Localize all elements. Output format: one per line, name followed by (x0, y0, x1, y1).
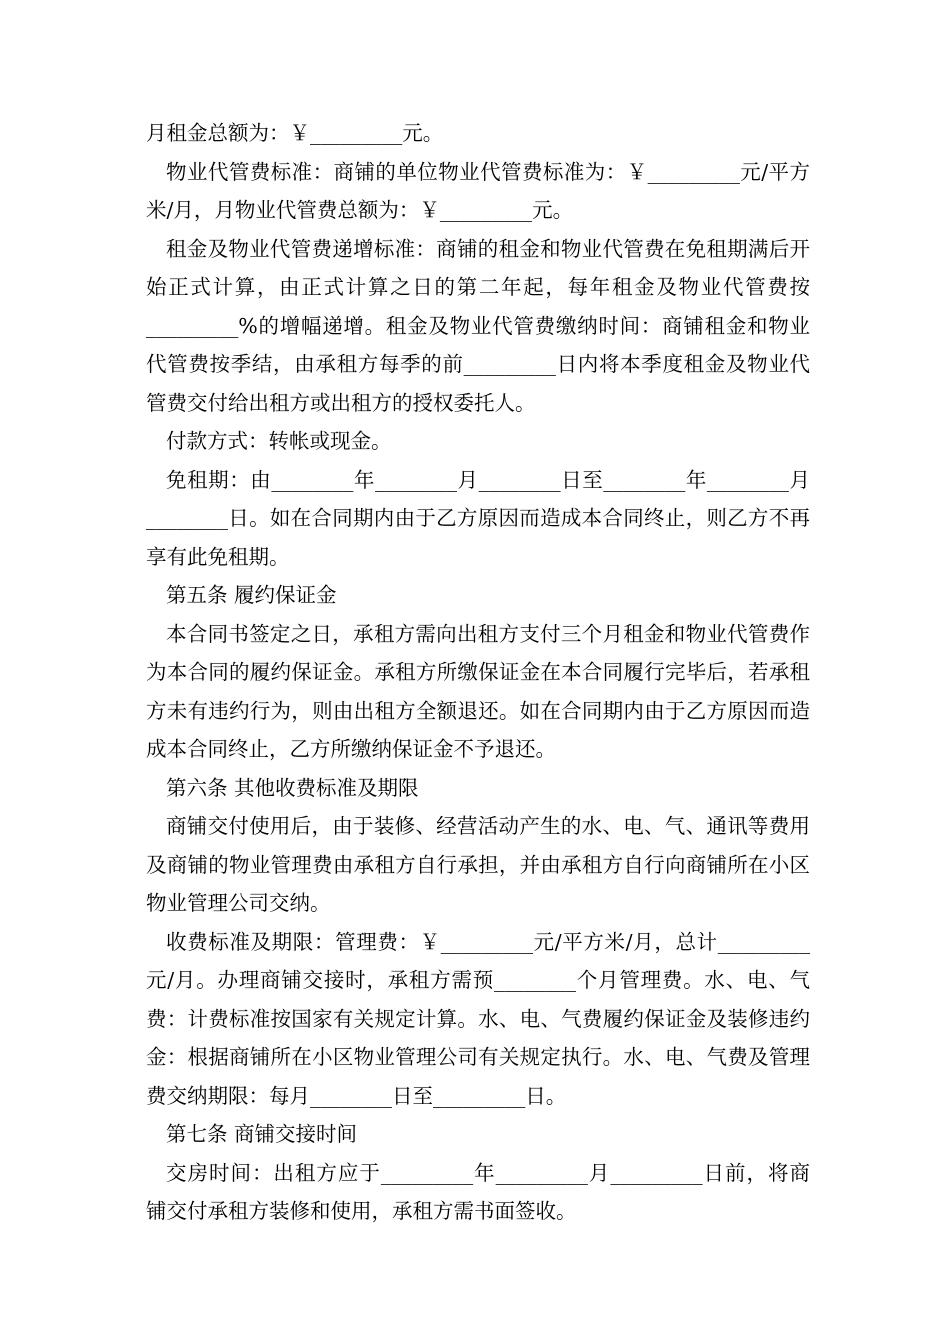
paragraph-property-fee-standard: 物业代管费标准：商铺的单位物业代管费标准为：￥_________元/平方米/月，月物业代管费总额为：￥_________元。 (146, 159, 810, 222)
heading-article-6: 第六条 其他收费标准及期限 (166, 775, 419, 800)
heading-article-5: 第五条 履约保证金 (166, 583, 337, 607)
paragraph-utility-costs: 商铺交付使用后，由于装修、经营活动产生的水、电、气、通讯等费用及商铺的物业管理费由承租方自行承担，并由承租方自行向商铺所在小区物业管理公司交纳。 (146, 814, 810, 915)
paragraph-handover-time: 交房时间：出租方应于_________年_________月_________日前，将商铺交付承租方装修和使用，承租方需书面签收。 (146, 1160, 810, 1223)
paragraph-monthly-rent-total: 月租金总额为：￥_________元。 (146, 121, 444, 145)
paragraph-rent-free-period: 免租期：由________年________月________日至________年________月________日。如在合同期内由于乙方原因而造成本合同终止，则乙方不再享有此免租期。 (146, 467, 810, 569)
paragraph-payment-method: 付款方式：转帐或现金。 (166, 429, 392, 453)
paragraph-performance-deposit: 本合同书签定之日，承租方需向出租方支付三个月租金和物业代管费作为本合同的履约保证金。承租方所缴保证金在本合同履行完毕后，若承租方未有违约行为，则由出租方全额退还。如在合同期内由于乙方原因而造成本合同终止，乙方所缴纳保证金不予退还。 (146, 621, 810, 761)
paragraph-rent-increase-standard: 租金及物业代管费递增标准：商铺的租金和物业代管费在免租期满后开始正式计算，由正式计算之日的第二年起，每年租金及物业代管费按_________%的增幅递增。租金及物业代管费缴纳时间：商铺租金和物业代管费按季结，由承租方每季的前_________日内将本季度租金及物业代管费交付给出租方或出租方的授权委托人。 (146, 236, 810, 415)
paragraph-fee-standards: 收费标准及期限：管理费：￥_________元/平方米/月，总计_________元/月。办理商铺交接时，承租方需预________个月管理费。水、电、气费：计费标准按国家有关规定计算。水、电、气费履约保证金及装修违约金：根据商铺所在小区物业管理公司有关规定执行。水、电、气费及管理费交纳期限：每月________日至_________日。 (146, 929, 810, 1108)
document-page (146, 114, 810, 1231)
heading-article-7: 第七条 商铺交接时间 (166, 1122, 358, 1146)
